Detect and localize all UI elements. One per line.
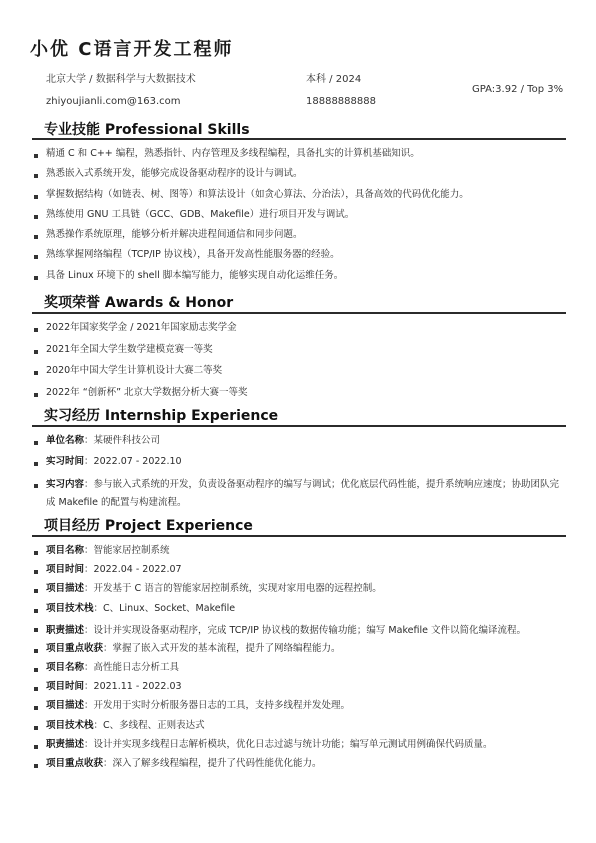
projects-list <box>32 545 568 777</box>
project-item: 项目时间：2021.11 - 2022.03 <box>32 681 568 700</box>
project-item: 项目描述：开发基于 C 语言的智能家居控制系统，实现对家用电器的远程控制。 <box>32 583 568 602</box>
bullet-icon <box>34 276 38 280</box>
bullet-icon <box>34 328 38 332</box>
section-title-internship: 实习经历 Internship Experience <box>44 408 279 424</box>
skill-item: 熟练掌握网络编程（TCP/IP 协议栈），具备开发高性能服务器的经验。 <box>32 249 568 269</box>
bullet-icon <box>34 649 38 653</box>
internship-item: 单位名称：某硬件科技公司 <box>32 435 568 456</box>
internship-list <box>32 435 568 512</box>
project-item: 项目技术栈：C、多线程、正则表达式 <box>32 720 568 739</box>
project-item: 项目重点收获：掌握了嵌入式开发的基本流程，提升了网络编程能力。 <box>32 643 568 662</box>
section-divider <box>32 425 566 427</box>
bullet-icon <box>34 609 38 613</box>
bullet-icon <box>34 195 38 199</box>
skill-item: 掌握数据结构（如链表、树、图等）和算法设计（如贪心算法、分治法），具备高效的代码优化能力。 <box>32 189 568 209</box>
project-item: 项目描述：开发用于实时分析服务器日志的工具，支持多线程并发处理。 <box>32 700 568 719</box>
section-divider <box>32 535 566 537</box>
skill-item: 精通 C 和 C++ 编程，熟悉指针、内存管理及多线程编程，具备扎实的计算机基础知识。 <box>32 148 568 168</box>
bullet-icon <box>34 706 38 710</box>
candidate-name: 小优 C语言开发工程师 <box>30 39 234 60</box>
section-divider <box>32 138 566 140</box>
section-title-awards: 奖项荣誉 Awards & Honor <box>44 295 234 311</box>
internship-item: 实习内容：参与嵌入式系统的开发，负责设备驱动程序的编写与调试；优化底层代码性能，提升系统响应速度；协助团队完成 Makefile 的配置与构建流程。 <box>32 476 568 512</box>
project-item: 项目名称：智能家居控制系统 <box>32 545 568 564</box>
bullet-icon <box>34 628 38 632</box>
awards-list <box>32 322 568 408</box>
bullet-icon <box>34 154 38 158</box>
bullet-icon <box>34 484 38 488</box>
section-divider <box>32 312 566 314</box>
award-item: 2020年中国大学生计算机设计大赛二等奖 <box>32 365 568 387</box>
skill-item: 熟悉嵌入式系统开发，能够完成设备驱动程序的设计与调试。 <box>32 168 568 188</box>
section-title-skills: 专业技能 Professional Skills <box>44 122 250 138</box>
skill-item: 具备 Linux 环境下的 shell 脚本编写能力，能够实现自动化运维任务。 <box>32 270 568 290</box>
bullet-icon <box>34 235 38 239</box>
phone-text: 18888888888 <box>306 96 376 107</box>
award-item: 2022年国家奖学金 / 2021年国家励志奖学金 <box>32 322 568 344</box>
bullet-icon <box>34 745 38 749</box>
internship-item: 实习时间：2022.07 - 2022.10 <box>32 456 568 476</box>
bullet-icon <box>34 350 38 354</box>
project-item: 项目时间：2022.04 - 2022.07 <box>32 564 568 583</box>
bullet-icon <box>34 668 38 672</box>
bullet-icon <box>34 255 38 259</box>
award-item: 2021年全国大学生数学建模竞赛一等奖 <box>32 344 568 366</box>
bullet-icon <box>34 441 38 445</box>
project-item: 职责描述：设计并实现多线程日志解析模块，优化日志过滤与统计功能；编写单元测试用例确保代码质量。 <box>32 739 568 758</box>
bullet-icon <box>34 371 38 375</box>
award-item: 2022年 “创新杯” 北京大学数据分析大赛一等奖 <box>32 387 568 409</box>
bullet-icon <box>34 393 38 397</box>
bullet-icon <box>34 764 38 768</box>
project-item: 职责描述：设计并实现设备驱动程序，完成 TCP/IP 协议栈的数据传输功能；编写 Makefile 文件以简化编译流程。 <box>32 622 568 643</box>
skill-item: 熟练使用 GNU 工具链（GCC、GDB、Makefile）进行项目开发与调试。 <box>32 209 568 229</box>
bullet-icon <box>34 726 38 730</box>
school-major: 北京大学 / 数据科学与大数据技术 <box>46 74 196 85</box>
skills-list <box>32 148 568 290</box>
project-item: 项目技术栈：C、Linux、Socket、Makefile <box>32 603 568 622</box>
bullet-icon <box>34 687 38 691</box>
degree-year: 本科 / 2024 <box>306 74 362 85</box>
bullet-icon <box>34 462 38 466</box>
bullet-icon <box>34 174 38 178</box>
bullet-icon <box>34 551 38 555</box>
email-text: zhiyoujianli.com@163.com <box>46 96 181 107</box>
bullet-icon <box>34 589 38 593</box>
skill-item: 熟悉操作系统原理，能够分析并解决进程间通信和同步问题。 <box>32 229 568 249</box>
project-item: 项目重点收获：深入了解多线程编程，提升了代码性能优化能力。 <box>32 758 568 777</box>
gpa-text: GPA:3.92 / Top 3% <box>472 84 564 95</box>
section-title-projects: 项目经历 Project Experience <box>44 518 253 534</box>
bullet-icon <box>34 570 38 574</box>
project-item: 项目名称：高性能日志分析工具 <box>32 662 568 681</box>
bullet-icon <box>34 215 38 219</box>
